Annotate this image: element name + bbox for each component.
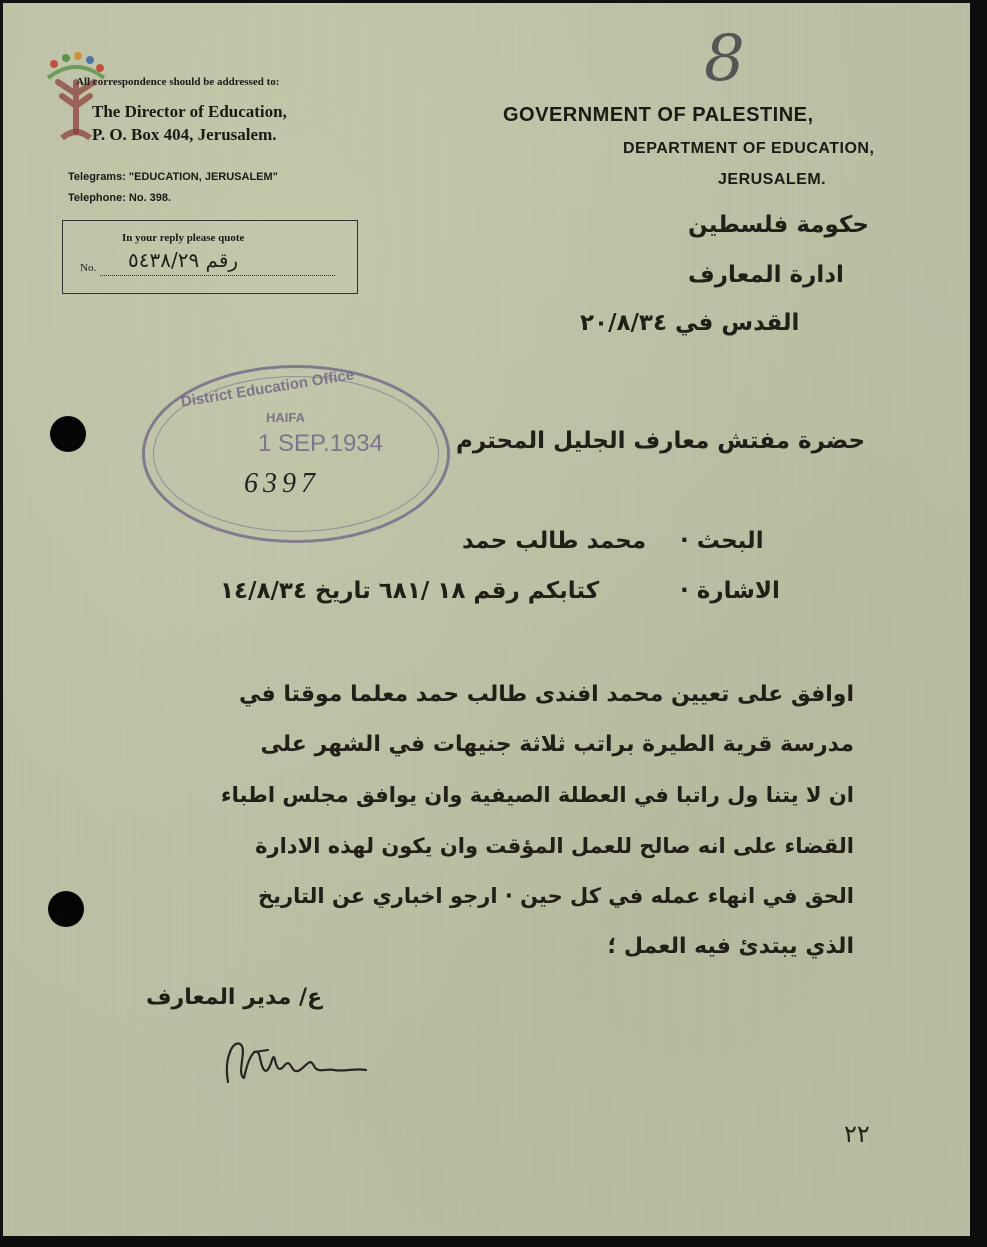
- signoff: ع/ مدير المعارف: [146, 985, 323, 1010]
- reference-dotted-line: [100, 275, 335, 276]
- body-line-3: ان لا يتنا ول راتبا في العطلة الصيفية وان يوافق مجلس اطباء: [220, 783, 854, 807]
- telegrams-line: Telegrams: "EDUCATION, JERUSALEM": [68, 171, 278, 183]
- pencil-page-mark: 8: [704, 22, 745, 96]
- scan-edge-right: [970, 0, 987, 1247]
- scan-edge-top: [0, 0, 987, 3]
- telephone-line: Telephone: No. 398.: [68, 192, 172, 204]
- body-line-2: مدرسة قرية الطيرة براتب ثلاثة جنيهات في الشهر على: [260, 732, 854, 757]
- letter-date: القدس في ٢٠/٨/٣٤: [580, 310, 800, 336]
- subject-label: البحث ·: [680, 528, 764, 554]
- punch-hole-bottom: [48, 891, 84, 927]
- reference-no-label: No.: [80, 262, 97, 274]
- director-address-line: The Director of Education,: [92, 102, 287, 121]
- stamp-date: 1 SEP.1934: [258, 430, 384, 457]
- body-line-6: الذي يبتدئ فيه العمل ؛: [607, 934, 854, 959]
- reply-caption: In your reply please quote: [122, 232, 245, 244]
- correspondence-note: All correspondence should be addressed to:: [76, 76, 280, 88]
- reference-label: الاشارة ·: [680, 578, 780, 604]
- po-box-line: P. O. Box 404, Jerusalem.: [92, 125, 277, 144]
- scan-edge-left: [0, 0, 3, 1247]
- handwritten-signature: [214, 1030, 374, 1090]
- city-title: JERUSALEM.: [718, 171, 827, 188]
- stamp-ring-text: District Education Office: [179, 366, 356, 411]
- body-line-4: القضاء على انه صالح للعمل المؤقت وان يكون لهذه الادارة: [255, 834, 854, 858]
- punch-hole-top: [50, 416, 86, 452]
- stamp-city: HAIFA: [266, 410, 305, 425]
- folio-number: ٢٢: [844, 1120, 870, 1148]
- government-title: GOVERNMENT OF PALESTINE,: [503, 104, 814, 126]
- scan-edge-bottom: [0, 1236, 987, 1247]
- reference-number: رقم ٥٤٣٨/٢٩: [128, 248, 239, 272]
- reference-value: كتابكم رقم ١٨ /٦٨١ تاريخ ١٤/٨/٣٤: [220, 578, 600, 604]
- subject-value: محمد طالب حمد: [462, 528, 647, 554]
- department-title: DEPARTMENT OF EDUCATION,: [623, 140, 875, 157]
- body-line-5: الحق في انهاء عمله في كل حين · ارجو اخباري عن التاريخ: [257, 884, 854, 908]
- letter-addressee: حضرة مفتش معارف الجليل المحترم: [456, 428, 866, 454]
- stamp-handwritten-number: 6397: [244, 468, 320, 499]
- government-title-arabic: حكومة فلسطين: [688, 212, 869, 238]
- body-line-1: اوافق على تعيين محمد افندى طالب حمد معلما موقتا في: [239, 682, 854, 707]
- department-title-arabic: ادارة المعارف: [688, 262, 844, 288]
